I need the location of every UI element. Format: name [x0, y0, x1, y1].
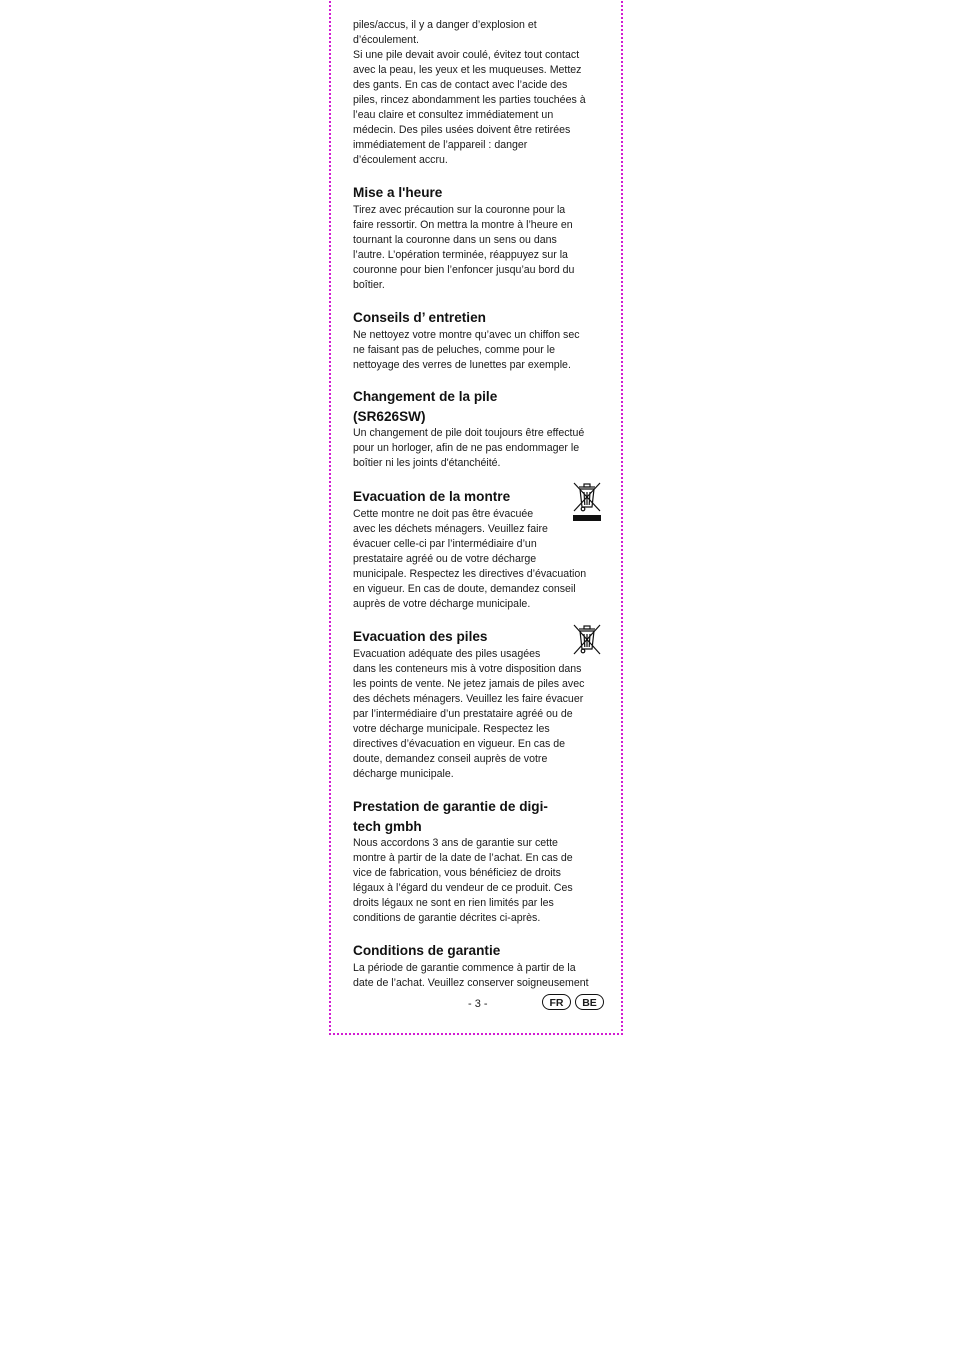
- crossed-out-wheelie-bin-bar-icon: [572, 481, 602, 523]
- section-watch-disposal: [353, 487, 603, 612]
- section-battery-disposal: [353, 627, 603, 782]
- section-heading: Changement de la pile (SR626SW): [353, 389, 498, 424]
- country-badge-fr: FR: [542, 994, 571, 1010]
- section-body: Nous accordons 3 ans de garantie sur cette montre à partir de la date de l’achat. En cas de vice de fabrication, vous bénéficiez de droits légaux à l’égard du vendeur de ce produit. Ces droits légaux ne sont en rien limités par les conditions de garantie décrites ci-après.: [353, 837, 573, 924]
- section-warranty-service: [353, 797, 603, 926]
- section-heading: Prestation de garantie de digi- tech gmbh: [353, 799, 548, 834]
- section-body: Tirez avec précaution sur la couronne pour la faire ressortir. On mettra la montre à l’heure en tournant la couronne dans un sens ou dans l’autre. L’opération terminée, réappuyez sur la couronne pour bien l’enfoncer jusqu’au bord du boîtier.: [353, 203, 575, 291]
- section-body: La période de garantie commence à partir de la date de l’achat. Veuillez conserver soigneusement: [353, 961, 589, 989]
- crossed-out-wheelie-bin-icon: [572, 623, 602, 657]
- section-heading: Mise a l'heure: [353, 185, 443, 200]
- section-heading: Evacuation des piles: [353, 629, 488, 644]
- intro-paragraph: piles/accus, il y a danger d’explosion et d’écoulement. Si une pile devait avoir coulé, évitez tout contact avec la peau, les yeux et les muqueuses. Mettez des gants. En cas de contact avec l’acide des piles, rincez abondamment les parties touchées à l’eau claire et consultez immédiatement un médecin. Des piles usées doivent être retirées immédiatement de l’appareil : danger d’écoulement accru.: [353, 19, 586, 166]
- section-battery-change: [353, 387, 603, 471]
- section-body: Ne nettoyez votre montre qu’avec un chiffon sec ne faisant pas de peluches, comme pour le nettoyage des verres de lunettes par exemple.: [353, 328, 580, 371]
- section-body: Un changement de pile doit toujours être effectué pour un horloger, afin de ne pas endommager le boîtier ni les joints d'étanchéité.: [353, 427, 585, 469]
- section-heading: Evacuation de la montre: [353, 489, 511, 504]
- section-heading: Conseils d’ entretien: [353, 310, 486, 325]
- section-heading: Conditions de garantie: [353, 943, 501, 958]
- page-number: - 3 -: [468, 998, 488, 1010]
- section-body: Evacuation adéquate des piles usagées dans les conteneurs mis à votre disposition dans les points de vente. Ne jetez jamais de piles avec des déchets ménagers. Veuillez les faire évacuer par l’intermédiaire d’un prestataire agréé ou de votre décharge municipale. Respectez les directives d’évacuation en vigueur. En cas de doute, demandez conseil auprès de votre décharge municipale.: [353, 647, 585, 780]
- intro-text: [353, 18, 603, 168]
- manual-page: [329, 0, 623, 1035]
- section-time-setting: [353, 183, 603, 293]
- section-care-tips: [353, 308, 603, 373]
- section-warranty-conditions: [353, 941, 603, 991]
- section-body: Cette montre ne doit pas être évacuée avec les déchets ménagers. Veuillez faire évacuer celle-ci par l’intermédiaire d’un prestataire agréé ou de votre décharge municipale. Respectez les directives d’évacuation en vigueur. En cas de doute, demandez conseil auprès de votre décharge municipale.: [353, 507, 587, 610]
- country-badge-be: BE: [575, 994, 604, 1010]
